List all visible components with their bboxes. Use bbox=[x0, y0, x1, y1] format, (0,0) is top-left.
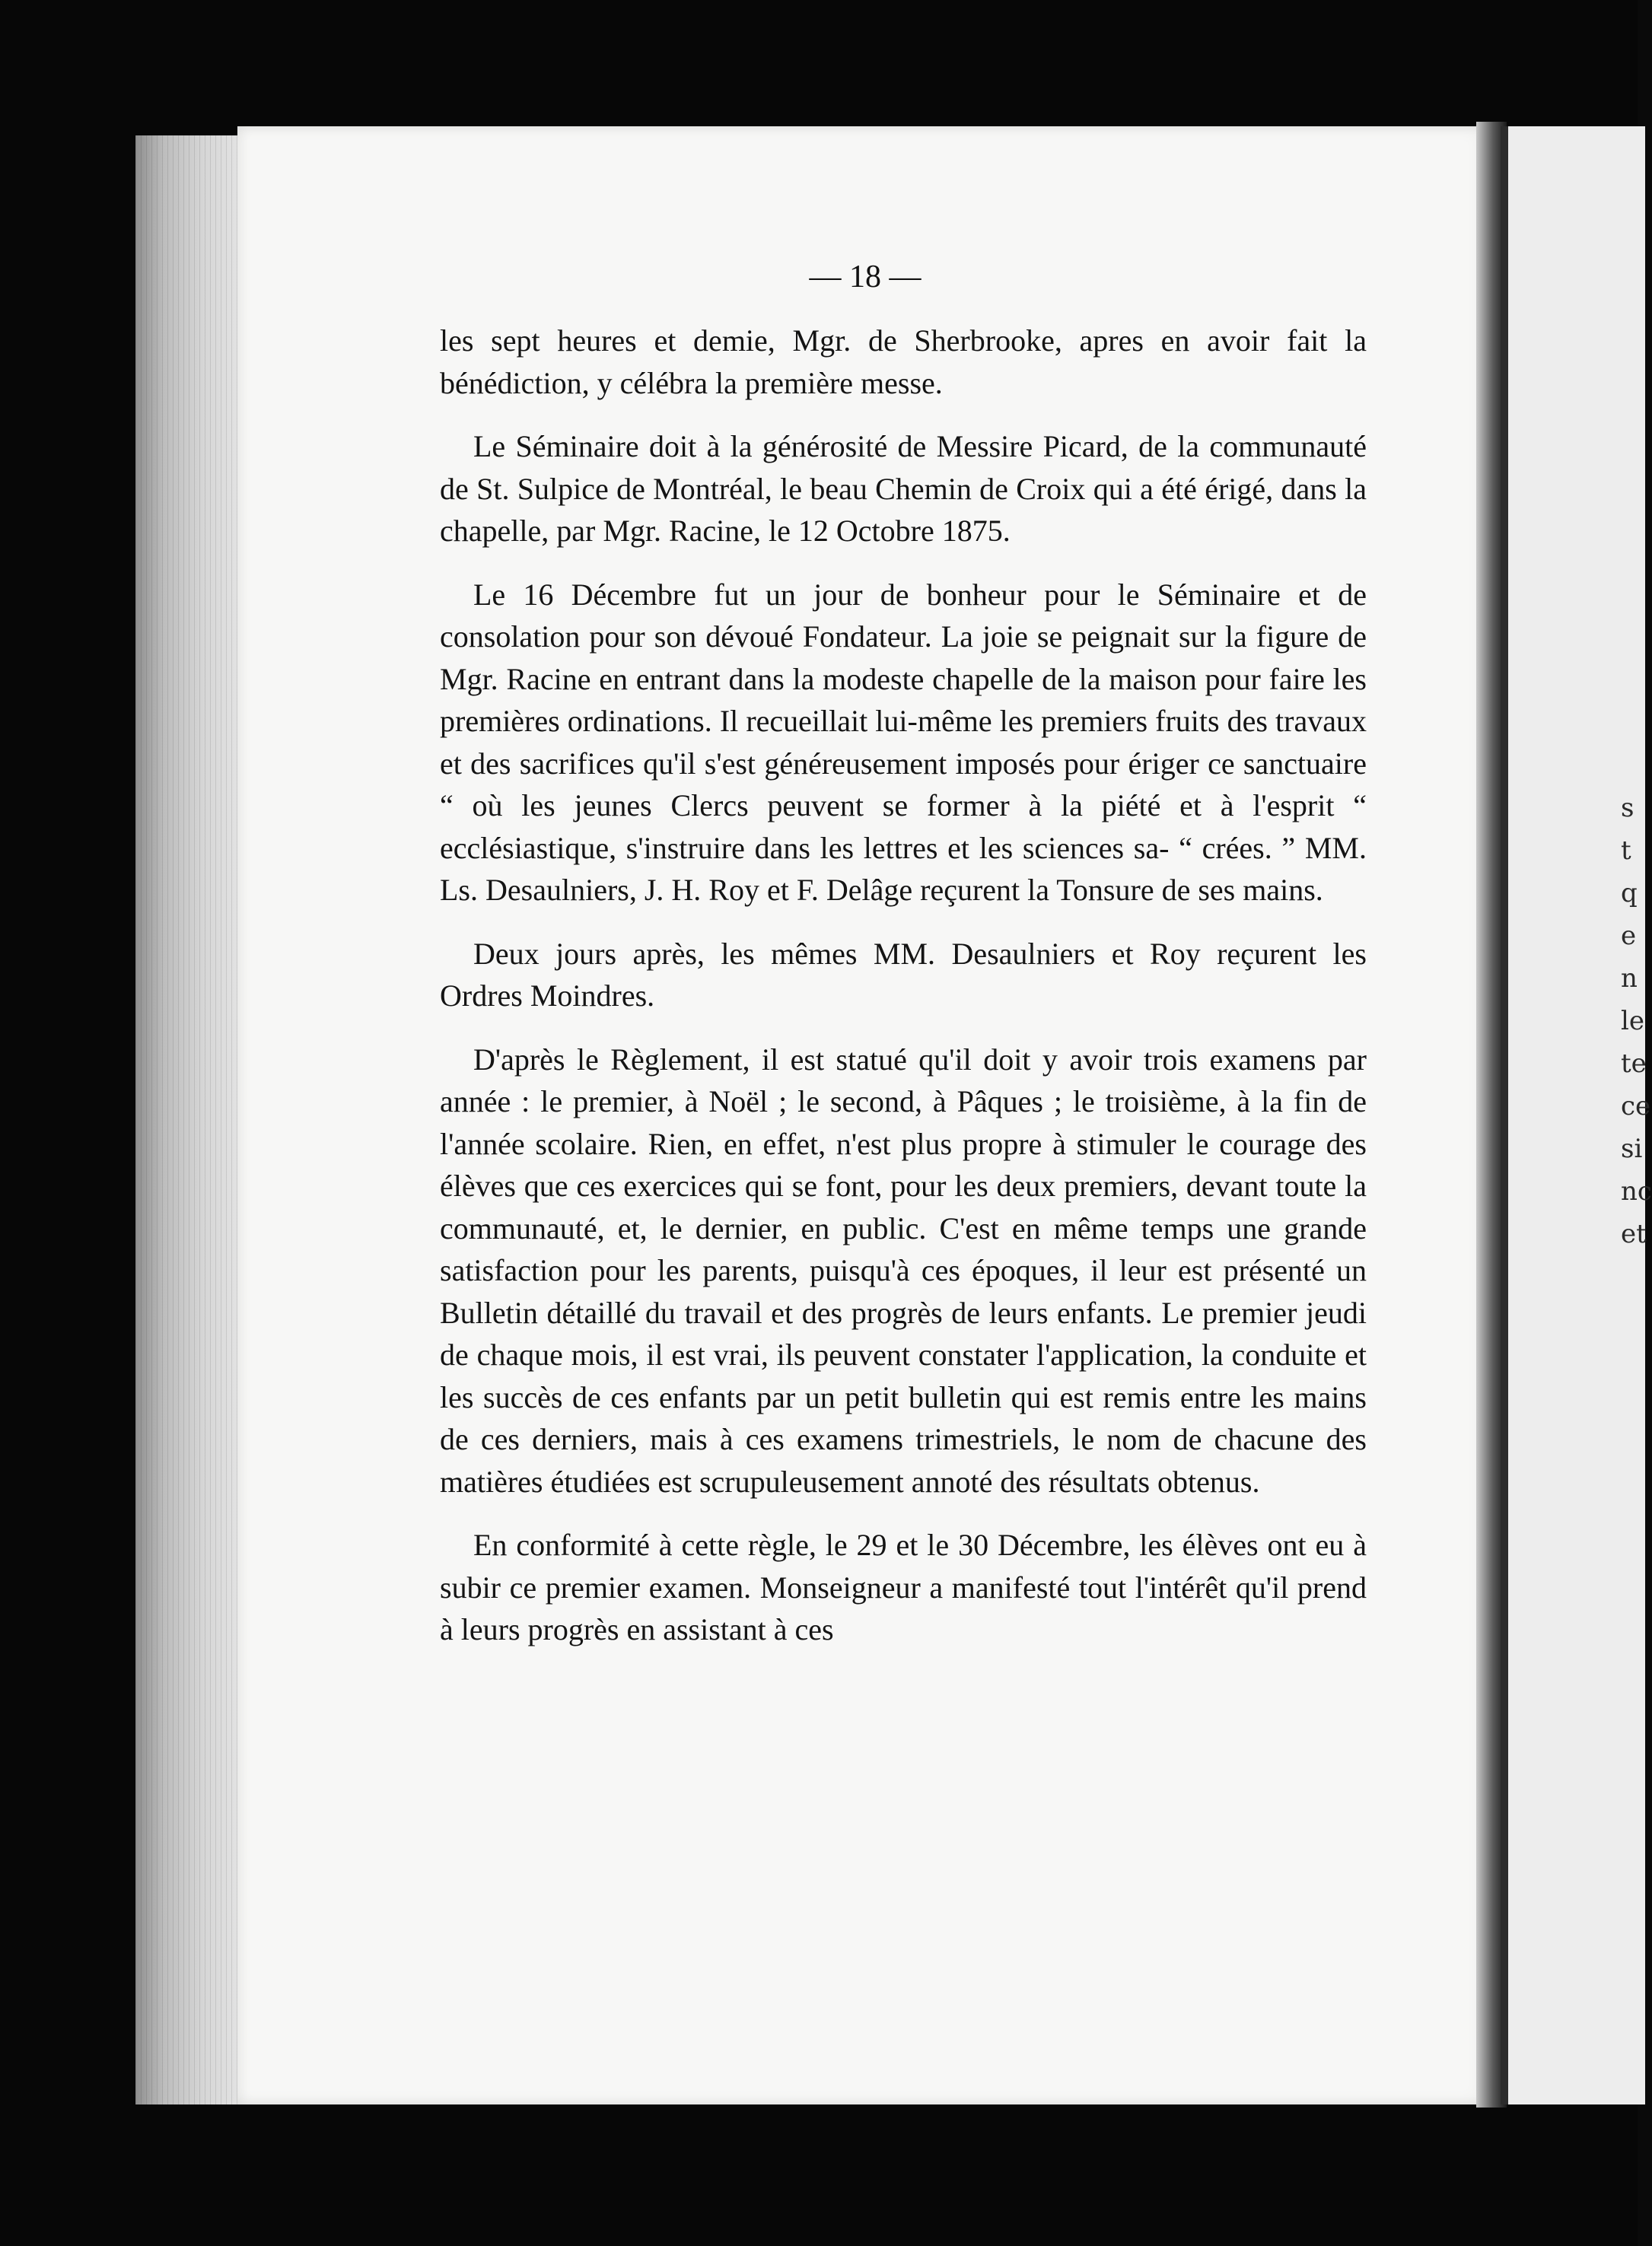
facing-page-letter: te bbox=[1621, 1048, 1647, 1079]
facing-page-letter: e bbox=[1621, 921, 1637, 951]
page-number: — 18 — bbox=[809, 259, 921, 294]
facing-page-letter: nc bbox=[1621, 1176, 1652, 1207]
paragraph: En conformité à cette règle, le 29 et le 30 Décembre, les élèves ont eu à subir ce premier examen. Monseigneur a manifesté tout l'intérêt qu'il prend à leurs progrès en assistant à ces bbox=[440, 1528, 1367, 1646]
facing-page-letter: et bbox=[1621, 1219, 1647, 1249]
facing-page-letter: t bbox=[1621, 835, 1631, 866]
facing-page-letter: si bbox=[1621, 1134, 1643, 1164]
paragraph: Deux jours après, les mêmes MM. Desaulniers et Roy reçurent les Ordres Moindres. bbox=[440, 936, 1367, 1013]
page-block-edge bbox=[135, 135, 250, 2104]
body-text bbox=[440, 320, 1367, 1672]
facing-page-letter: le bbox=[1621, 1006, 1644, 1036]
facing-page-letter: n bbox=[1621, 963, 1638, 994]
facing-page-letter: s bbox=[1621, 793, 1634, 823]
facing-page-fragment bbox=[1501, 126, 1652, 2104]
paragraph: Le 16 Décembre fut un jour de bonheur pour le Séminaire et de consolation pour son dévoué Fondateur. La joie se peignait sur la figure de Mgr. Racine en entrant dans la modeste chapelle de la maison pour faire les premières ordinations. Il recueillait lui-même les premiers fruits des travaux et des sacrifices qu'il s'est généreusement imposés pour ériger ce sanctuaire “ où les jeunes Clercs peuvent se former à la piété et à l'esprit “ ecclésiastique, s'instruire dans les lettres et les sciences sa- “ crées. ” MM. Ls. Desaulniers, J. H. Roy et F. Delâge reçurent la Tonsure de ses mains. bbox=[440, 577, 1367, 907]
paragraph: D'après le Règlement, il est statué qu'il doit y avoir trois examens par année : le premier, à Noël ; le second, à Pâques ; le troisième, à la fin de l'année scolaire. Rien, en effet, n'est plus propre à stimuler le courage des élèves que ces exercices qui se font, pour les deux premiers, devant toute la communauté, et, le dernier, en public. C'est en même temps une grande satisfaction pour les parents, puisqu'à ces époques, il leur est présenté un Bulletin détaillé du travail et des progrès de leurs enfants. Le premier jeudi de chaque mois, il est vrai, ils peuvent constater l'application, la conduite et les succès de ces enfants par un petit bulletin qui est remis entre les mains de ces derniers, mais à ces examens trimestriels, le nom de chacune des matières étudiées est scrupuleusement annoté des résultats obtenus. bbox=[440, 1042, 1367, 1499]
facing-page-letter: ce bbox=[1621, 1091, 1651, 1121]
facing-page-letter: q bbox=[1621, 878, 1638, 908]
paragraph: les sept heures et demie, Mgr. de Sherbrooke, apres en avoir fait la bénédiction, y célébra la première messe. bbox=[440, 323, 1367, 400]
paragraph: Le Séminaire doit à la générosité de Messire Picard, de la communauté de St. Sulpice de Montréal, le beau Chemin de Croix qui a été érigé, dans la chapelle, par Mgr. Racine, le 12 Octobre 1875. bbox=[440, 429, 1367, 548]
